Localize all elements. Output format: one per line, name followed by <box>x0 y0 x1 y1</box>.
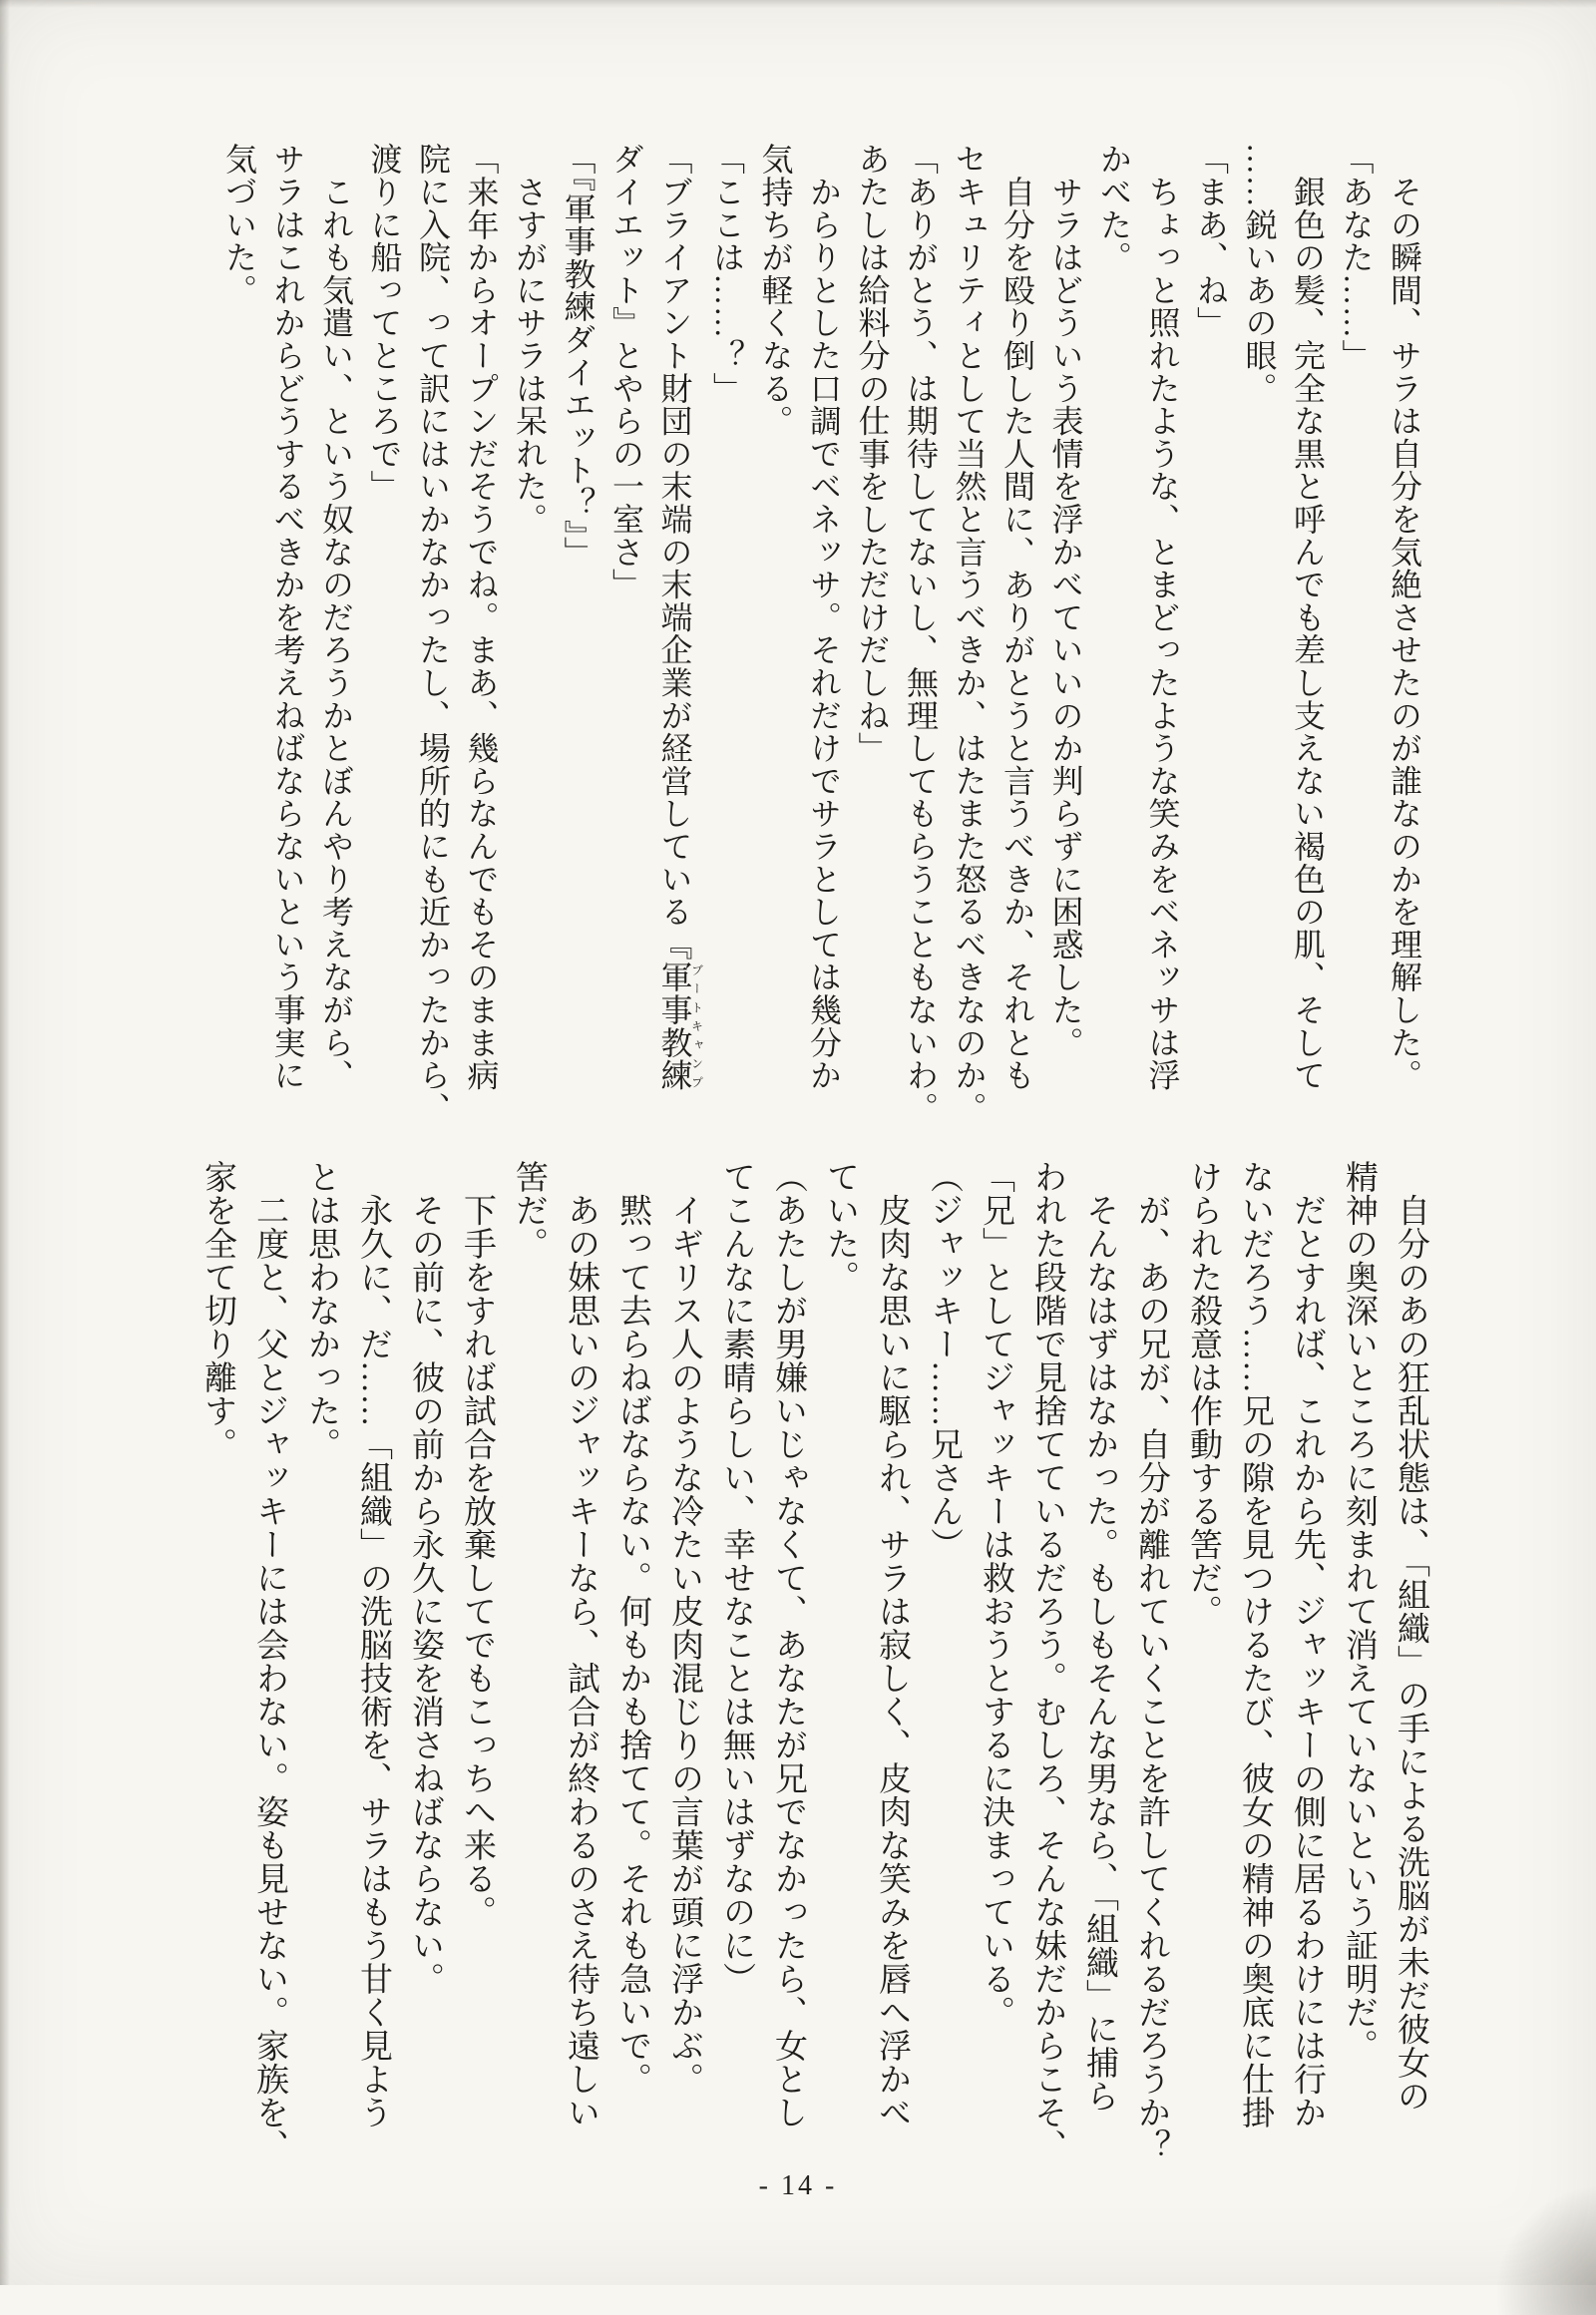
text-line: ないだろう……兄の隙を見つけるたび、彼女の精神の奥底に仕掛 <box>1237 1160 1273 2129</box>
text-line: 下手をすれば試合を放棄してでもこっちへ来る。 <box>459 1160 495 1929</box>
text-line: イギリス人のような冷たい皮肉混じりの言葉が頭に浮かぶ。 <box>666 1160 702 2096</box>
ruby-furigana: 軍事教練ブートキャンプ <box>656 961 704 1092</box>
text-line: 筈だ。 <box>511 1160 547 1261</box>
text-line: あの妹思いのジャッキーなら、試合が終わるのさえ待ち遠しい <box>563 1160 598 2129</box>
text-line: 「まあ、ね」 <box>1193 143 1229 339</box>
text-line: 「兄」としてジャッキーは救おうとするに決まっている。 <box>978 1160 1013 2029</box>
text-line: ダイエット』とやらの一室さ」 <box>608 143 644 601</box>
text-block-lower <box>192 1160 1436 2177</box>
page-number: - 14 - <box>758 2170 838 2201</box>
text-line: 渡りに船ってところで」 <box>366 143 403 503</box>
text-line: 黙って去らねばならない。何もかも捨てて。それも急いで。 <box>614 1160 650 2096</box>
text-line: 銀色の髪、完全な黒と呼んでも差し支えない褐色の肌、そして <box>1290 143 1326 1092</box>
text-line: 気づいた。 <box>221 143 257 306</box>
text-line: 院に入院、って訳にはいかなかったし、場所的にも近かったから、 <box>415 143 451 1124</box>
text-line: （あたしが男嫌いじゃなくて、あなたが兄でなかったら、女とし <box>770 1160 806 2129</box>
text-line: 永久に、だ……「組織」の洗脳技術を、サラはもう甘く見よう <box>355 1160 391 2129</box>
scan-edge-left <box>0 0 10 2285</box>
text-line: （ジャッキー……兄さん） <box>926 1160 962 1561</box>
text-line: ていた。 <box>822 1160 858 1294</box>
text-line: さすがにサラは呆れた。 <box>512 143 548 536</box>
text-line: 気持ちが軽くなる。 <box>757 143 794 438</box>
text-line: これも気遣い、という奴なのだろうかとぼんやり考えながら、 <box>318 143 354 1092</box>
text-line: 二度と、父とジャッキーには会わない。姿も見せない。家族を、 <box>251 1160 287 2162</box>
text-line: とは思わなかった。 <box>303 1160 339 1461</box>
text-line: 精神の奥深いところに刻まれて消えていないという証明だ。 <box>1341 1160 1377 2063</box>
text-line: 家を全て切り離す。 <box>200 1160 235 1461</box>
text-line: われた段階で見捨てているだろう。むしろ、そんな妹だからこそ、 <box>1029 1160 1065 2162</box>
text-line: セキュリティとして当然と言うべきか、はたまた怒るべきなのか。 <box>951 143 988 1124</box>
text-line: からりとした口調でベネッサ。それだけでサラとしては幾分か <box>806 143 842 1092</box>
text-line: あたしは給料分の仕事をしただけだしね」 <box>854 143 891 765</box>
text-line: 「あなた……」 <box>1338 143 1375 372</box>
text-line: その前に、彼の前から永久に姿を消さねばならない。 <box>407 1160 443 1996</box>
text-line: ……鋭いあの眼。 <box>1241 143 1278 405</box>
text-line: 自分を殴り倒した人間に、ありがとうと言うべきか、それとも <box>999 143 1035 1092</box>
text-line: 「『軍事教練ダイエット？』」 <box>560 143 597 570</box>
text-line: かべた。 <box>1096 143 1132 274</box>
text-line: サラはこれからどうするべきかを考えねばならないという事実に <box>269 143 306 1092</box>
text-line: ちょっと照れたような、とまどったような笑みをベネッサは浮 <box>1144 143 1181 1092</box>
text-line: サラはどういう表情を浮かべていいのか判らずに困惑した。 <box>1047 143 1084 1059</box>
text-line: 皮肉な思いに駆られ、サラは寂しく、皮肉な笑みを唇へ浮かべ <box>874 1160 910 2129</box>
text-line: 「ブライアント財団の末端の末端企業が経営している『軍事教練ブートキャンプ <box>656 143 704 1092</box>
scan-edge-top <box>0 0 1596 8</box>
text-line: けられた殺意は作動する筈だ。 <box>1185 1160 1221 1628</box>
text-line: 「ありがとう、は期待してないし、無理してもらうこともないわ。 <box>903 143 939 1124</box>
text-line: てこんなに素晴らしい、幸せなことは無いはずなのに） <box>718 1160 754 1996</box>
text-line: 「来年からオープンだそうでね。まあ、幾らなんでもそのまま病 <box>463 143 500 1092</box>
text-line: その瞬間、サラは自分を気絶させたのが誰なのかを理解した。 <box>1387 143 1422 1092</box>
text-line: が、あの兄が、自分が離れていくことを許してくれるだろうか？ <box>1133 1160 1169 2162</box>
text-block-upper <box>215 143 1429 1145</box>
text-line: そんなはずはなかった。もしもそんな男なら、「組織」に捕ら <box>1081 1160 1117 2113</box>
text-line: だとすれば、これから先、ジャッキーの側に居るわけには行か <box>1289 1160 1325 2129</box>
text-line: 自分のあの狂乱状態は、「組織」の手による洗脳が未だ彼女の <box>1393 1160 1428 2113</box>
text-line: 「ここは……？」 <box>709 143 745 405</box>
